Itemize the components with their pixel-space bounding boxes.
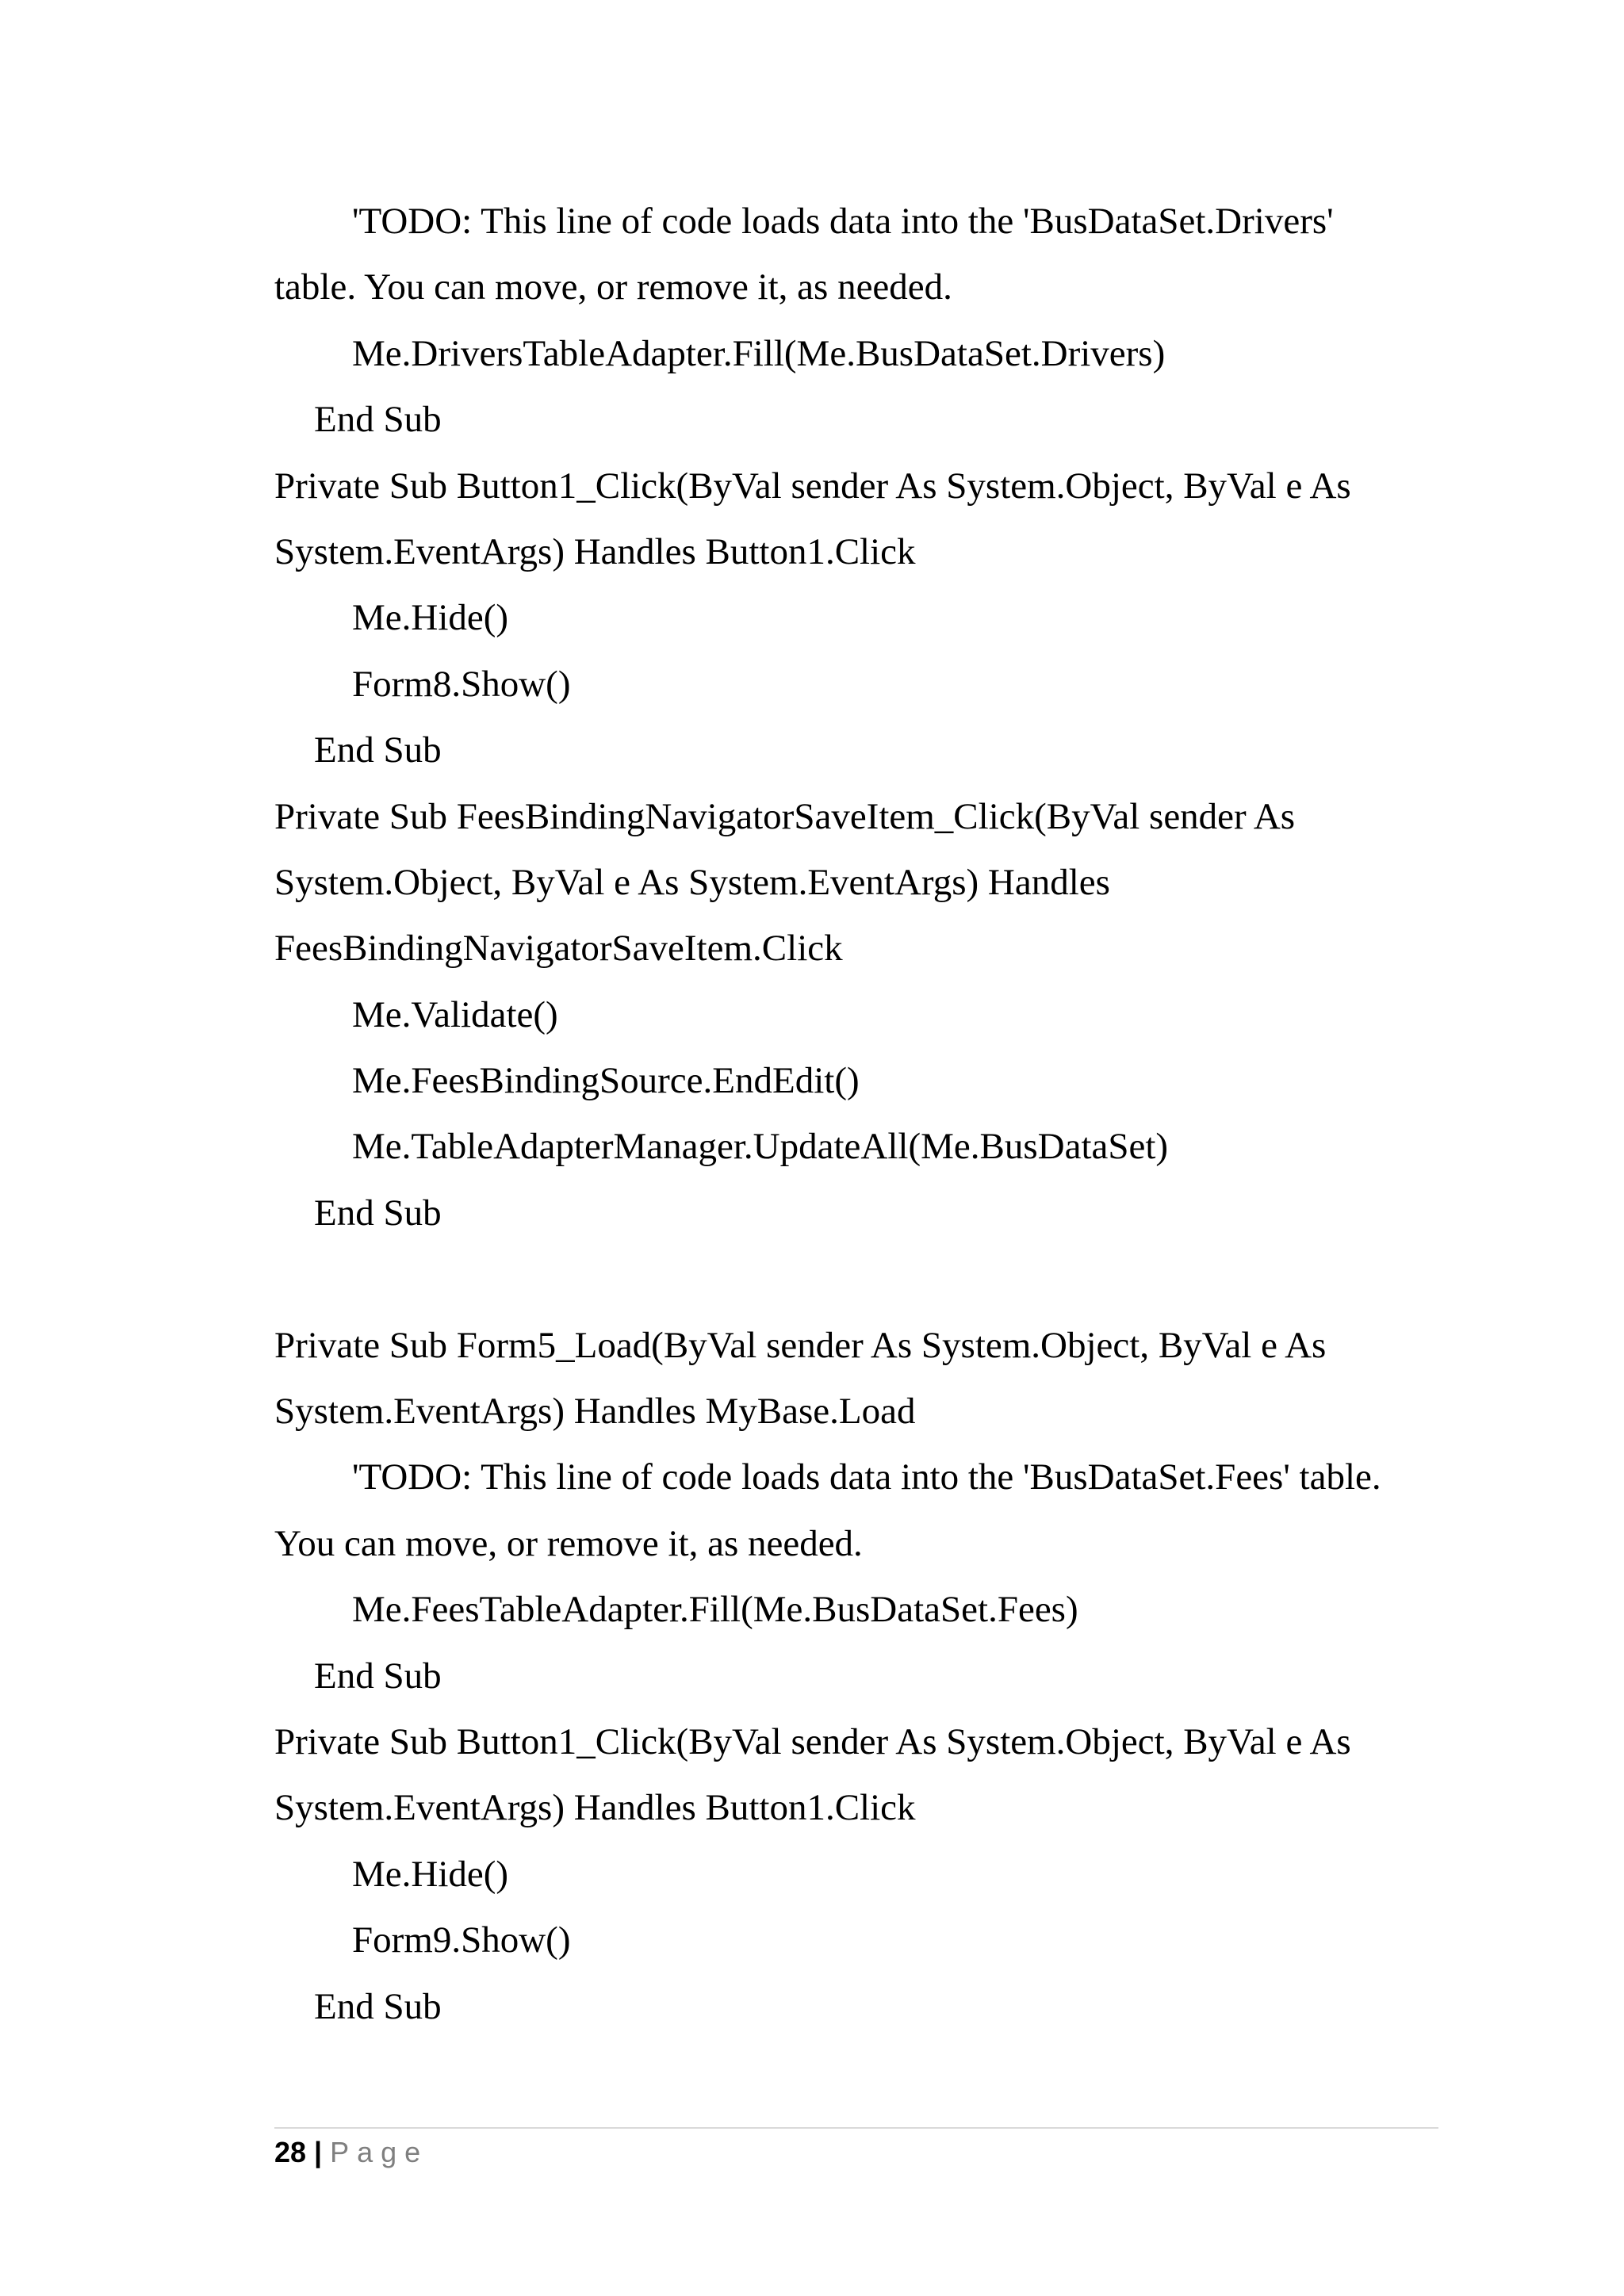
page-footer xyxy=(274,2133,428,2172)
code-line: End Sub xyxy=(314,1655,442,1697)
code-line: You can move, or remove it, as needed. xyxy=(274,1522,863,1564)
code-line: 'TODO: This line of code loads data into the 'BusDataSet.Fees' table. xyxy=(352,1456,1381,1498)
code-line: Private Sub Button1_Click(ByVal sender As System.Object, ByVal e As xyxy=(274,465,1351,507)
code-line: Form9.Show() xyxy=(352,1919,571,1961)
code-line: System.EventArgs) Handles Button1.Click xyxy=(274,1787,916,1829)
code-line: Me.FeesTableAdapter.Fill(Me.BusDataSet.Fees) xyxy=(352,1589,1078,1631)
code-line: System.EventArgs) Handles Button1.Click xyxy=(274,530,916,572)
code-line: End Sub xyxy=(314,1985,442,2027)
code-line: End Sub xyxy=(314,1192,442,1234)
code-line: Me.FeesBindingSource.EndEdit() xyxy=(352,1060,860,1102)
code-line: Me.TableAdapterManager.UpdateAll(Me.BusDataSet) xyxy=(352,1126,1169,1168)
footer-divider xyxy=(274,2127,1438,2129)
footer-separator: | xyxy=(314,2136,323,2168)
code-line: table. You can move, or remove it, as needed. xyxy=(274,266,952,308)
code-line: FeesBindingNavigatorSaveItem.Click xyxy=(274,928,843,970)
code-line: Me.DriversTableAdapter.Fill(Me.BusDataSet.Drivers) xyxy=(352,332,1166,374)
code-line: Me.Validate() xyxy=(352,993,558,1035)
code-line: Me.Hide() xyxy=(352,597,509,639)
blank-line xyxy=(274,1246,1448,1312)
code-listing xyxy=(274,189,1448,2040)
code-line: System.Object, ByVal e As System.EventArgs) Handles xyxy=(274,861,1110,903)
page-label: Page xyxy=(330,2136,429,2168)
code-line: Private Sub FeesBindingNavigatorSaveItem_Click(ByVal sender As xyxy=(274,795,1296,837)
code-line: Form8.Show() xyxy=(352,663,571,705)
code-line: Private Sub Button1_Click(ByVal sender As System.Object, ByVal e As xyxy=(274,1720,1351,1762)
code-line: System.EventArgs) Handles MyBase.Load xyxy=(274,1391,916,1433)
code-line: Private Sub Form5_Load(ByVal sender As System.Object, ByVal e As xyxy=(274,1324,1327,1366)
code-line: 'TODO: This line of code loads data into the 'BusDataSet.Drivers' xyxy=(352,201,1334,242)
code-line: End Sub xyxy=(314,399,442,441)
code-line: Me.Hide() xyxy=(352,1853,509,1895)
page-number: 28 xyxy=(274,2136,307,2168)
code-line: End Sub xyxy=(314,729,442,771)
